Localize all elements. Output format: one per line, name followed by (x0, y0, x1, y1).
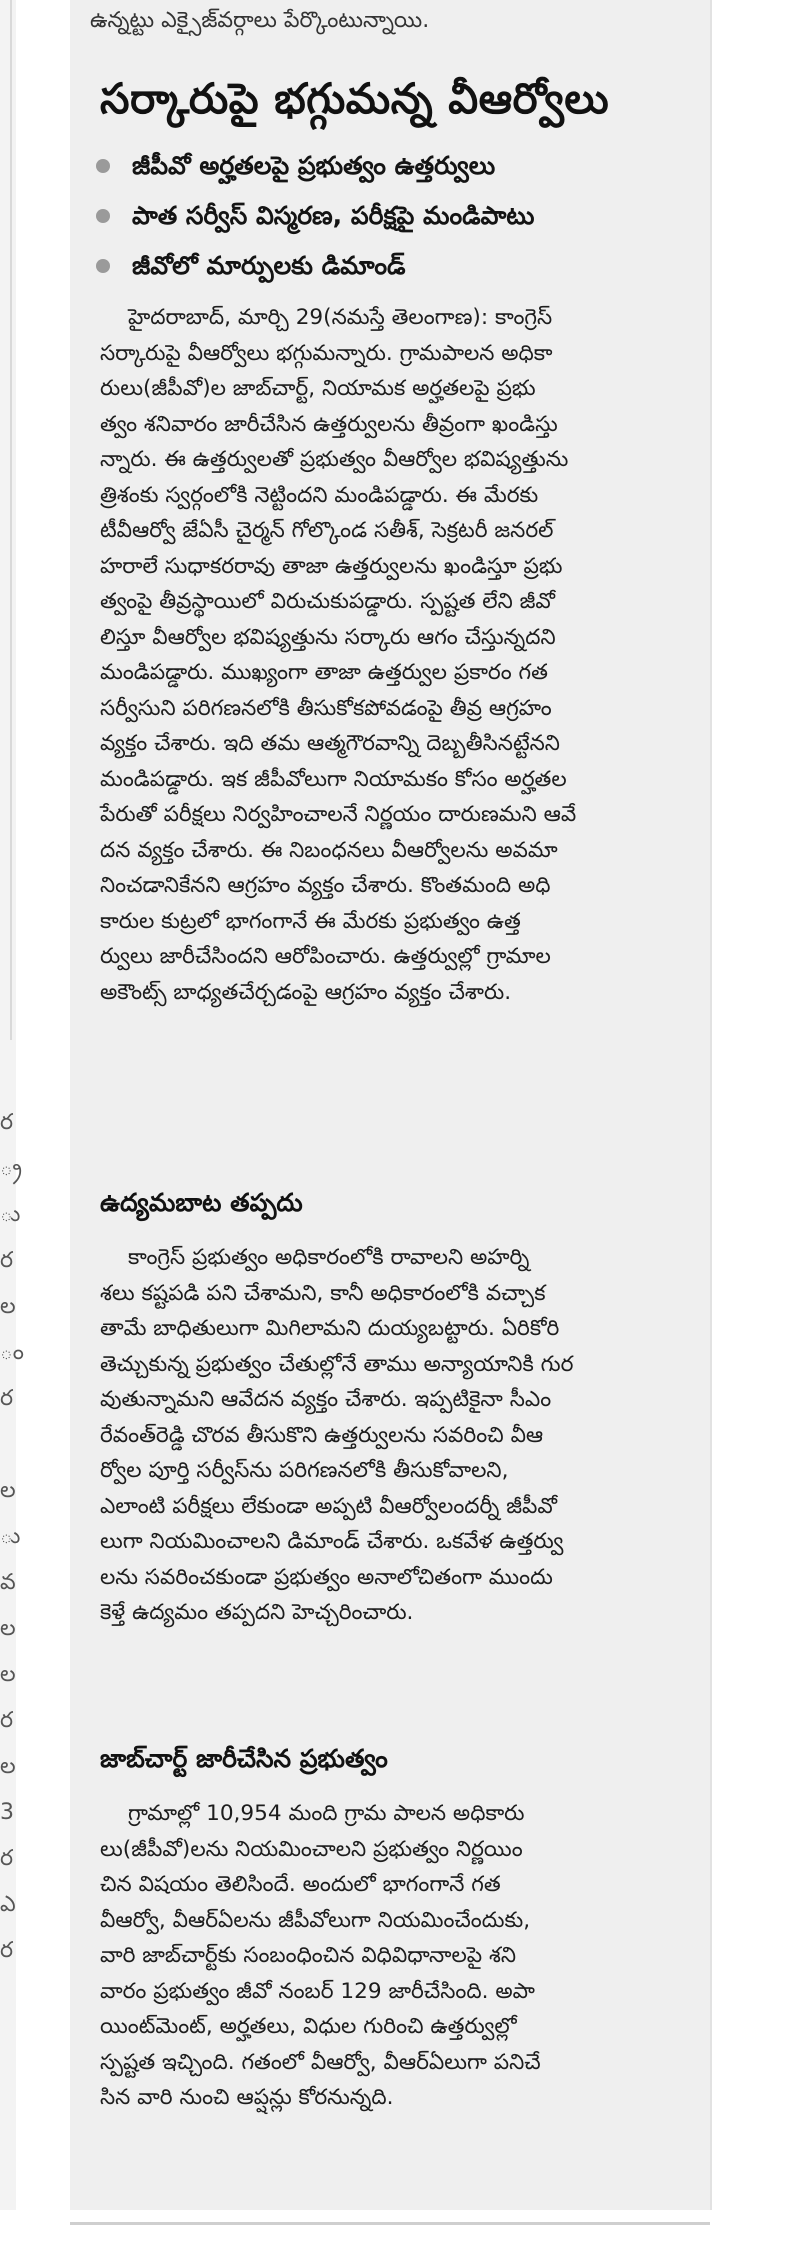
body-line: కాంగ్రెస్‌ ప్రభుత్వం అధికారంలోకి రావాలని అహర్ని (128, 1245, 530, 1270)
body-line: యింట్‌మెంట్‌, అర్హతలు, విధుల గురించి ఉత్తర్వుల్లో (100, 2014, 517, 2039)
body-line: తెచ్చుకున్న ప్రభుత్వం చేతుల్లోనే తాము అన్యాయానికి గుర (100, 1351, 574, 1377)
clipped-glyph: 3 (0, 1800, 14, 1825)
clipped-glyph: ు (0, 1202, 21, 1227)
body-line: హరాలే సుధాకరరావు తాజా ఉత్తర్వులను ఖండిస్తూ ప్రభు (100, 553, 563, 579)
body-line: వ్యక్తం చేశారు. ఇది తమ ఆత్మగౌరవాన్ని దెబ్బతీసినట్టేనని (100, 731, 560, 756)
body-line: సర్వీసుని పరిగణనలోకి తీసుకోకపోవడంపై తీవ్ర ఆగ్రహం (100, 695, 552, 721)
clipped-glyph: ం (0, 1340, 24, 1365)
bullet-dot-icon (96, 209, 110, 223)
body-line: తామే బాధితులుగా మిగిలామని దుయ్యబట్టారు. ఏరికోరి (100, 1316, 560, 1341)
adjacent-column-edge (0, 0, 24, 2267)
clipped-glyph (0, 1422, 16, 1468)
body-line: మండిపడ్డారు. ఇక జీపీవోలుగా నియామకం కోసం అర్హతల (100, 766, 567, 792)
body-line: గ్రామాల్లో 10,954 మంది గ్రామ పాలన అధికారు (128, 1801, 525, 1826)
clipped-glyph: ల (0, 1616, 16, 1641)
column-divider (10, 0, 12, 1040)
clipped-adjacent-text (0, 1100, 24, 1974)
body-line: నించడానికేనని ఆగ్రహం వ్యక్తం చేశారు. కొంతమంది అధి (100, 873, 551, 898)
bullet-dot-icon (96, 259, 110, 273)
clipped-glyph: ల (0, 1294, 16, 1319)
body-line: కెళ్తే ఉద్యమం తప్పదని హెచ్చరించారు. (100, 1600, 414, 1625)
bullet-item: జీవోలో మార్పులకు డిమాండ్‌ (96, 248, 696, 298)
body-line: లుగా నియమించాలని డిమాండ్‌ చేశారు. ఒకవేళ ఉత్తర్వు (100, 1529, 564, 1554)
body-line: రేవంత్‌రెడ్డి చొరవ తీసుకొని ఉత్తర్వులను సవరించి వీఆ (100, 1422, 544, 1448)
body-line: సర్కారుపై వీఆర్వోలు భగ్గుమన్నారు. గ్రామపాలన అధికా (100, 340, 553, 366)
subheading-jobchart: జాబ్‌చార్ట్‌ జారీచేసిన ప్రభుత్వం (100, 1744, 388, 1773)
body-line: త్వం శనివారం జారీచేసిన ఉత్తర్వులను తీవ్రంగా ఖండిస్తు (100, 411, 558, 437)
body-line: వారి జాబ్‌చార్ట్‌కు సంబంధించిన విధివిధానాలపై శని (100, 1943, 517, 1968)
body-line: వీఆర్వో, వీఆర్‌ఏలను జీపీవోలుగా నియమించేందుకు, (100, 1907, 531, 1933)
body-line: లు(జీపీవో)లను నియమించాలని ప్రభుత్వం నిర్ణయిం (100, 1836, 523, 1862)
body-line: హైదరాబాద్‌, మార్చి 29(నమస్తే తెలంగాణ): కాంగ్రెస్‌ (128, 305, 553, 330)
clipped-glyph: వ (0, 1570, 16, 1595)
body-line: ర్వులు జారీచేసిందని ఆరోపించారు. ఉత్తర్వుల్లో గ్రామాల (100, 944, 551, 969)
article-headline: సర్కారుపై భగ్గుమన్న వీఆర్వోలు (100, 74, 610, 123)
body-line: సిన వారి నుంచి ఆప్షన్లు కోరనున్నది. (100, 2085, 394, 2110)
subheading-movement: ఉద్యమబాట తప్పదు (100, 1188, 303, 1217)
clipped-glyph: ల (0, 1662, 16, 1687)
body-line: స్పష్టత ఇచ్చింది. గతంలో వీఆర్వో, వీఆర్‌ఏలుగా పనిచే (100, 2049, 541, 2075)
body-line: వుతున్నామని ఆవేదన వ్యక్తం చేశారు. ఇప్పటికైనా సీఎం (100, 1387, 552, 1412)
clipped-glyph: ర (0, 1248, 14, 1273)
body-line: శలు కష్టపడి పని చేశామని, కానీ అధికారంలోకి వచ్చాక (100, 1280, 546, 1306)
clipped-glyph: ర (0, 1938, 14, 1963)
body-line: త్వంపై తీవ్రస్థాయిలో విరుచుకుపడ్డారు. స్పష్టత లేని జీవో (100, 589, 556, 614)
body-line: రులు(జీపీవో)ల జాబ్‌చార్ట్‌, నియామక అర్హతలపై ప్రభు (100, 376, 536, 401)
bullet-dot-icon (96, 159, 110, 173)
clipped-glyph: ్ర (0, 1156, 22, 1181)
body-line: మండిపడ్డారు. ముఖ్యంగా తాజా ఉత్తర్వుల ప్రకారం గత (100, 660, 548, 685)
clipped-glyph: ఎ (0, 1892, 16, 1917)
article-body-section-3 (100, 1796, 698, 2116)
clipped-glyph: ర (0, 1708, 14, 1733)
body-line: త్రిశంకు స్వర్గంలోకి నెట్టిందని మండిపడ్డారు. ఈ మేరకు (100, 482, 539, 508)
body-line: పేరుతో పరీక్షలు నిర్వహించాలనే నిర్ణయం దారుణమని ఆవే (100, 802, 577, 827)
article-bottom-rule (70, 2222, 710, 2225)
body-line: వారం ప్రభుత్వం జీవో నంబర్‌ 129 జారీచేసింది. అపా (100, 1978, 535, 2004)
body-line: అకౌంట్స్‌ బాధ్యతచేర్చడంపై ఆగ్రహం వ్యక్తం చేశారు. (100, 979, 512, 1005)
body-line: న్నారు. ఈ ఉత్తర్వులతో ప్రభుత్వం వీఆర్వోల భవిష్యత్తును (100, 447, 569, 472)
clipped-glyph: ర (0, 1846, 14, 1871)
clipped-glyph: ల (0, 1478, 16, 1503)
previous-article-tail: ఉన్నట్టు ఎక్సైజ్‌వర్గాలు పేర్కొంటున్నాయి. (90, 8, 430, 33)
page-margin (712, 0, 800, 2267)
body-line: ర్వోల పూర్తి సర్వీస్‌ను పరిగణనలోకి తీసుకోవాలని, (100, 1458, 509, 1483)
article-body-section-1 (100, 300, 698, 1010)
body-line: టీవీఆర్వో జేఏసీ చైర్మన్‌ గోల్కొండ సతీశ్‌, సెక్రటరీ జనరల్‌ (100, 518, 554, 543)
body-line: లిస్తూ వీఆర్వోల భవిష్యత్తును సర్కారు ఆగం చేస్తున్నదని (100, 624, 556, 650)
page-bottom (0, 2210, 800, 2267)
body-line: కారుల కుట్రలో భాగంగానే ఈ మేరకు ప్రభుత్వం ఉత్త (100, 908, 521, 934)
clipped-glyph: ర (0, 1110, 14, 1135)
body-line: లను సవరించకుండా ప్రభుత్వం అనాలోచితంగా ముందు (100, 1564, 553, 1590)
article-body-section-2 (100, 1240, 698, 1631)
clipped-glyph: ల (0, 1754, 16, 1779)
clipped-glyph: ర (0, 1386, 14, 1411)
body-line: చిన విషయం తెలిసిందే. అందులో భాగంగానే గత (100, 1872, 501, 1897)
clipped-glyph: ు (0, 1524, 21, 1549)
bullet-item: జీపీవో అర్హతలపై ప్రభుత్వం ఉత్తర్వులు (96, 148, 696, 198)
body-line: ఎలాంటి పరీక్షలు లేకుండా అప్పటి వీఆర్వోలందర్నీ జీపీవో (100, 1493, 557, 1519)
body-line: దన వ్యక్తం చేశారు. ఈ నిబంధనలు వీఆర్వోలను అవమా (100, 837, 558, 863)
bullet-item: పాత సర్వీస్‌ విస్మరణ, పరీక్షపై మండిపాటు (96, 198, 696, 248)
headline-bullets (96, 148, 696, 298)
